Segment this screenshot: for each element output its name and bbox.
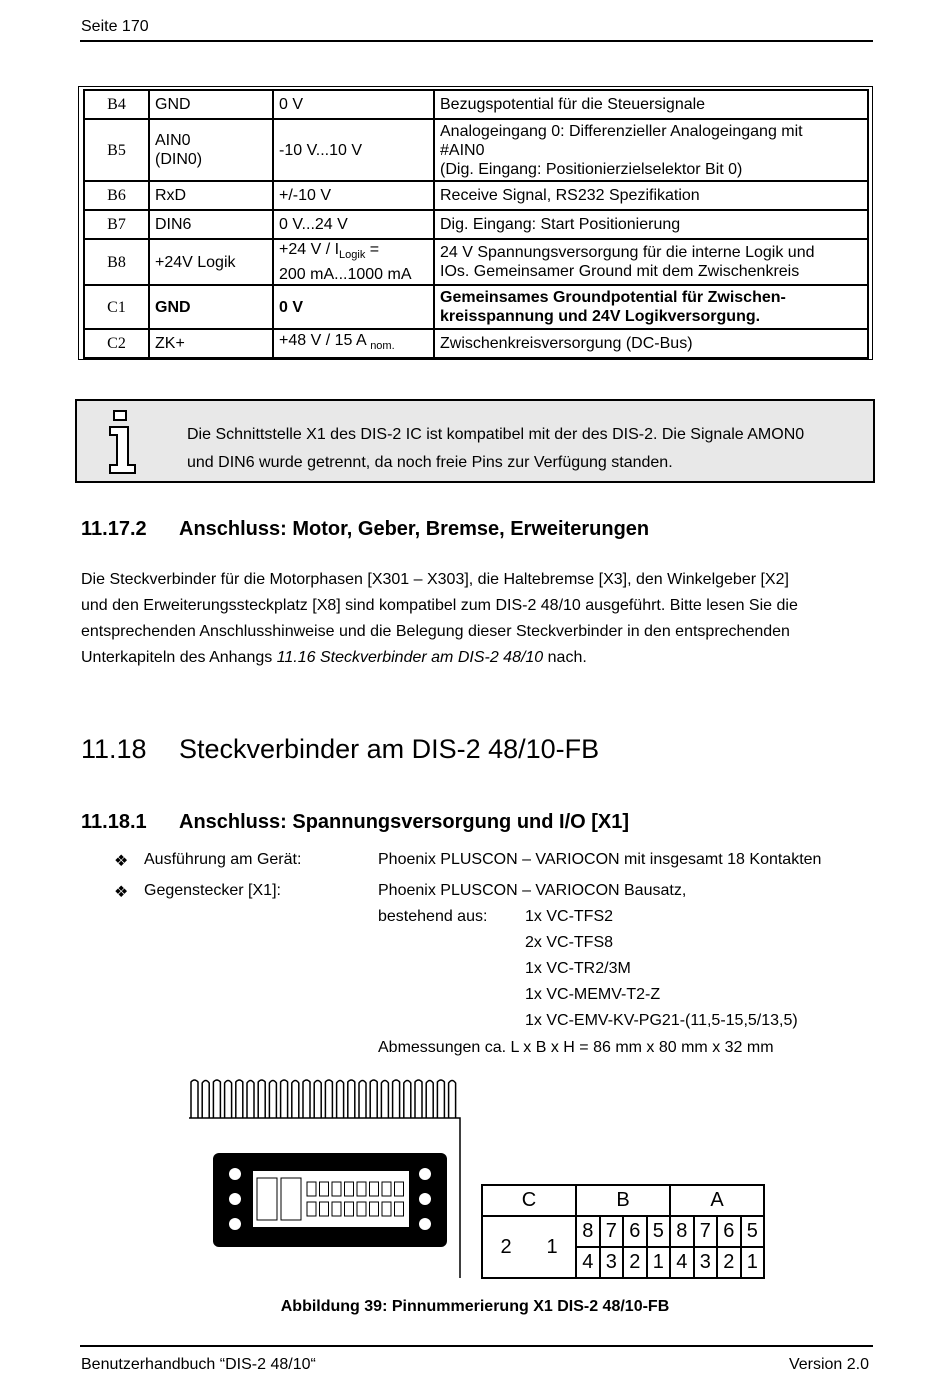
pin-id: B8 — [84, 239, 149, 285]
footer-version: Version 2.0 — [788, 1356, 869, 1373]
pin-id: B5 — [84, 119, 149, 181]
header-rule — [80, 40, 873, 42]
footer-rule — [80, 1345, 873, 1347]
section-heading-11-18-1: 11.18.1 Anschluss: Spannungsversorgung und I/O [X1] — [81, 811, 630, 833]
signal-description: Analogeingang 0: Differenzieller Analogeingang mit #AIN0 (Dig. Eingang: Positionierzielselektor Bit 0) — [434, 119, 868, 181]
pin-id: B7 — [84, 210, 149, 239]
signal-name: DIN6 — [149, 210, 273, 239]
signal-name: RxD — [149, 181, 273, 210]
pin-number: 7 — [600, 1216, 624, 1247]
section-heading-11-17-2: 11.17.2 Anschluss: Motor, Geber, Bremse, Erweiterungen — [81, 518, 650, 540]
note-text: Die Schnittstelle X1 des DIS-2 IC ist kompatibel mit der des DIS-2. Die Signale AMON0 und DIN6 wurde getrennt, da noch freie Pins zur Verfügung standen. — [187, 426, 805, 471]
bullet-label: Ausführung am Gerät: — [144, 851, 302, 868]
signal-name: +24V Logik — [149, 239, 273, 285]
pin-assignment-table — [78, 86, 873, 360]
signal-value: 0 V...24 V — [273, 210, 434, 239]
signal-name: AIN0 (DIN0) — [149, 119, 273, 181]
part-item: 1x VC-MEMV-T2-Z — [525, 986, 661, 1003]
pin-id: C1 — [84, 285, 149, 329]
table-row — [84, 210, 868, 239]
part-item: 2x VC-TFS8 — [525, 934, 614, 951]
pin-number: 3 — [600, 1247, 624, 1278]
table-row — [84, 285, 868, 329]
cross-reference: 11.16 Steckverbinder am DIS-2 48/10 — [276, 649, 544, 666]
pin-id: B4 — [84, 90, 149, 119]
pin-number: 2 — [482, 1216, 529, 1278]
signal-name: GND — [149, 90, 273, 119]
info-icon — [107, 409, 143, 475]
pin-id: B6 — [84, 181, 149, 210]
pin-numbering-table — [481, 1184, 765, 1279]
info-note — [75, 399, 875, 483]
table-row — [84, 119, 868, 181]
figure-caption: Abbildung 39: Pinnummerierung X1 DIS-2 48/10-FB — [280, 1298, 670, 1315]
part-item: 1x VC-TFS2 — [525, 908, 614, 925]
signal-value: -10 V...10 V — [273, 119, 434, 181]
signal-description: Receive Signal, RS232 Spezifikation — [434, 181, 868, 210]
table-row — [84, 239, 868, 285]
group-header: C — [482, 1185, 576, 1216]
signal-value: 0 V — [273, 285, 434, 329]
section-paragraph: Die Steckverbinder für die Motorphasen [X301 – X303], die Haltebremse [X3], den Winkelgeber [X2] und den Erweiterungssteckplatz [X8] sind kompatibel zum DIS-2 48/10 ausgeführt. Bitte lesen Sie die entsprechenden Anschlusshinweise und die Belegung dieser Steckverbinder in den entsprechenden Unterkapiteln des Anhangs 11.16 Steckverbinder am DIS-2 48/10 nach. — [81, 571, 798, 666]
pin-number: 5 — [741, 1216, 765, 1247]
part-item: 1x VC-EMV-KV-PG21-(11,5-15,5/13,5) — [525, 1012, 798, 1029]
bullet-label: Gegenstecker [X1]: — [144, 882, 281, 899]
pin-number: 1 — [529, 1216, 576, 1278]
signal-description: Gemeinsames Groundpotential für Zwischen- kreisspannung und 24V Logikversorgung. — [434, 285, 868, 329]
pin-number: 1 — [647, 1247, 671, 1278]
page-number: Seite 170 — [81, 18, 149, 35]
bullet-value: Phoenix PLUSCON – VARIOCON Bausatz, — [378, 882, 687, 899]
pin-number: 1 — [741, 1247, 765, 1278]
signal-value: +48 V / 15 A $_{nom.}$ — [273, 329, 434, 358]
signal-name: GND — [149, 285, 273, 329]
signal-name: ZK+ — [149, 329, 273, 358]
group-header: B — [576, 1185, 670, 1216]
pin-number: 4 — [576, 1247, 600, 1278]
pin-number: 3 — [694, 1247, 718, 1278]
pin-number: 2 — [717, 1247, 741, 1278]
table-row — [84, 90, 868, 119]
group-header: A — [670, 1185, 764, 1216]
pin-number: 5 — [647, 1216, 671, 1247]
pin-number: 6 — [717, 1216, 741, 1247]
table-row — [84, 329, 868, 358]
signal-value: +/-10 V — [273, 181, 434, 210]
signal-description: Zwischenkreisversorgung (DC-Bus) — [434, 329, 868, 358]
table-row — [84, 181, 868, 210]
pin-number: 2 — [623, 1247, 647, 1278]
pin-id: C2 — [84, 329, 149, 358]
section-heading-11-18: 11.18 Steckverbinder am DIS-2 48/10-FB — [81, 734, 600, 764]
signal-value: 0 V — [273, 90, 434, 119]
dimensions: Abmessungen ca. L x B x H = 86 mm x 80 mm x 32 mm — [378, 1039, 774, 1056]
pin-number: 8 — [576, 1216, 600, 1247]
pin-number: 4 — [670, 1247, 694, 1278]
signal-description: Bezugspotential für die Steuersignale — [434, 90, 868, 119]
footer-title: Benutzerhandbuch “DIS-2 48/10“ — [81, 1356, 316, 1373]
pin-number: 8 — [670, 1216, 694, 1247]
parts-label: bestehend aus: — [378, 908, 488, 925]
signal-value: +24 V / $I_{Logik}$ = 200 mA...1000 mA — [273, 239, 434, 285]
bullet-icon: ❖ — [114, 884, 129, 901]
connector-drawing — [185, 1078, 463, 1278]
pin-number: 7 — [694, 1216, 718, 1247]
signal-description: 24 V Spannungsversorgung für die interne Logik und IOs. Gemeinsamer Ground mit dem Zwischenkreis — [434, 239, 868, 285]
signal-description: Dig. Eingang: Start Positionierung — [434, 210, 868, 239]
part-item: 1x VC-TR2/3M — [525, 960, 631, 977]
bullet-value: Phoenix PLUSCON – VARIOCON mit insgesamt 18 Kontakten — [378, 851, 822, 868]
bullet-icon: ❖ — [114, 853, 129, 870]
pin-number: 6 — [623, 1216, 647, 1247]
